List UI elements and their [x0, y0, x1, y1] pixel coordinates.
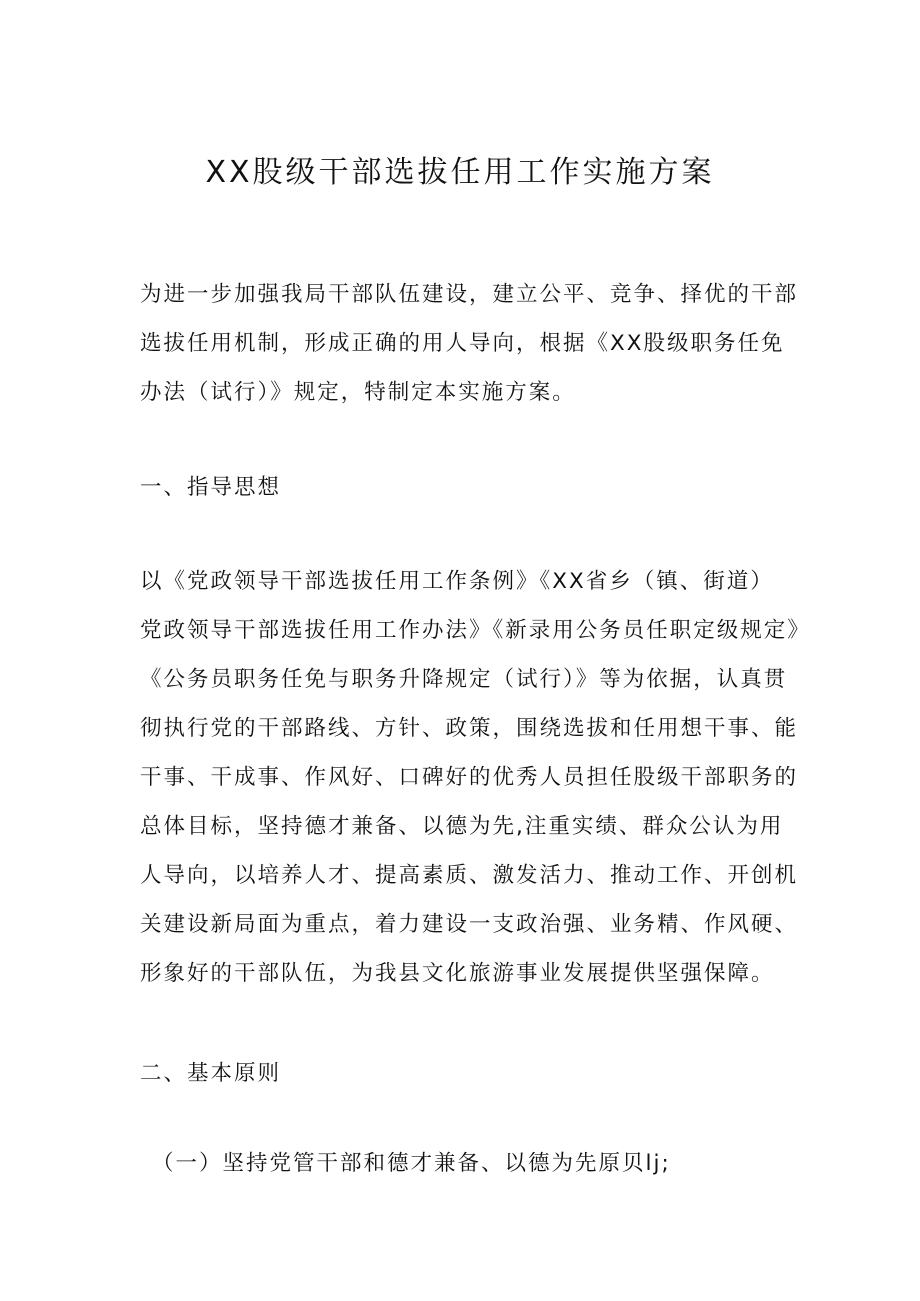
paragraph-line: 《公务员职务任免与职务升降规定（试行）》等为依据，认真贯 — [140, 667, 788, 692]
paragraph-line: 人导向，以培养人才、提高素质、激发活力、推动工作、开创机 — [140, 863, 799, 888]
principle-text: （一）坚持党管干部和德才兼备、以德为先原贝lj; — [152, 1151, 671, 1176]
intro-paragraph — [140, 270, 800, 417]
paragraph-line: 关建设新局面为重点，着力建设一支政治强、业务精、作风硬、 — [140, 912, 799, 937]
paragraph-line: 形象好的干部队伍，为我县文化旅游事业发展提供坚强保障。 — [140, 961, 775, 986]
principle-item-1 — [152, 1139, 812, 1188]
paragraph-line: 彻执行党的干部路线、方针、政策，围绕选拔和任用想干事、能 — [140, 716, 799, 741]
section-heading-text: 一、指导思想 — [140, 475, 282, 500]
paragraph-line: 党政领导干部选拔任用工作办法》《新录用公务员任职定级规定》 — [140, 618, 811, 643]
intro-line: 选拔任用机制，形成正确的用人导向，根据《XX股级职务任免 — [140, 331, 785, 356]
section-heading-basic-principles — [140, 1049, 800, 1098]
section-heading-text: 二、基本原则 — [140, 1061, 282, 1086]
guiding-ideology-paragraph — [140, 557, 811, 998]
paragraph-line: 干事、干成事、作风好、口碑好的优秀人员担任股级干部职务的 — [140, 765, 799, 790]
intro-line: 为进一步加强我局干部队伍建设，建立公平、竞争、择优的干部 — [140, 282, 799, 307]
intro-line: 办法（试行）》规定，特制定本实施方案。 — [140, 380, 576, 405]
document-title: XX股级干部选拔任用工作实施方案 — [205, 155, 715, 190]
paragraph-line: 总体目标，坚持德才兼备、以德为先,注重实绩、群众公认为用 — [140, 814, 784, 839]
section-heading-guiding-ideology — [140, 463, 800, 512]
paragraph-line: 以《党政领导干部选拔任用工作条例》《XX省乡（镇、街道） — [140, 569, 774, 594]
